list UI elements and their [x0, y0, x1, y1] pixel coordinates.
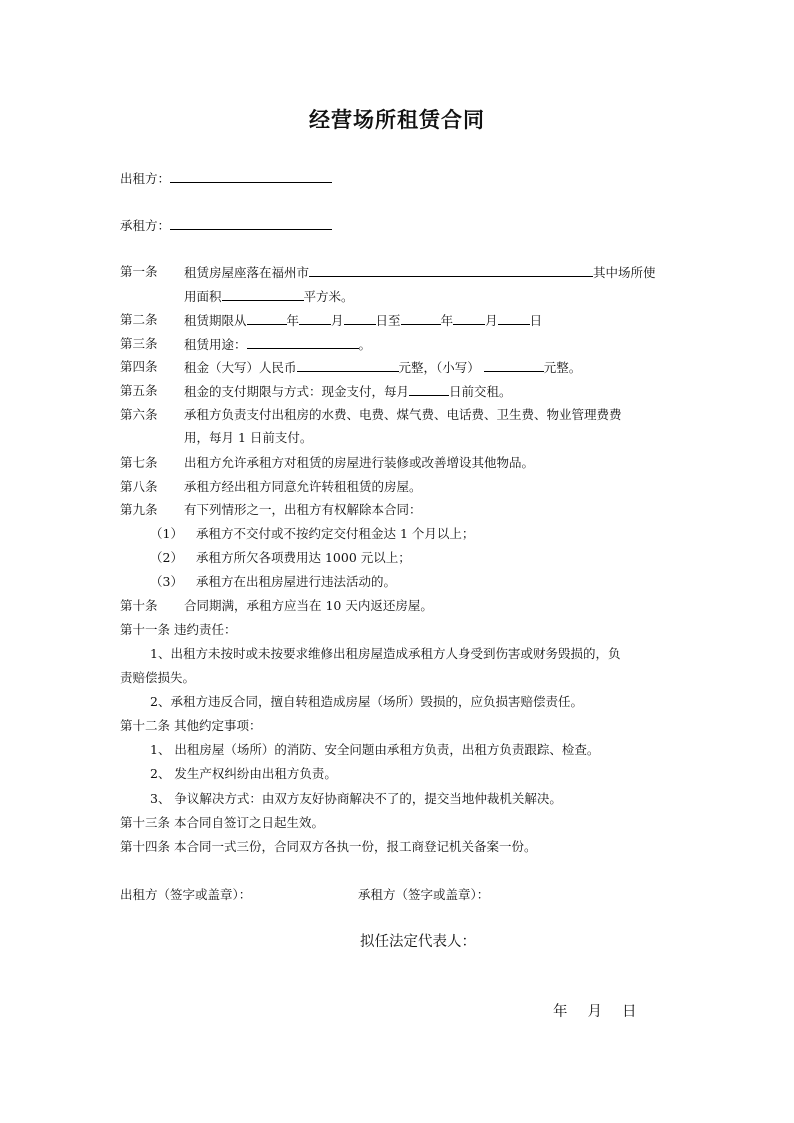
year-label: 年 — [553, 1004, 568, 1020]
date-line — [553, 1004, 637, 1022]
start-month-blank[interactable] — [299, 312, 331, 325]
article-4-text — [184, 359, 581, 375]
article-11-para-1-cont: 责赔偿损失。 — [120, 670, 196, 685]
lessor-label: 出租方： — [120, 171, 171, 186]
article-13-label: 第十三条 — [120, 815, 171, 830]
month-label: 月 — [587, 1004, 602, 1020]
lessee-line — [120, 217, 332, 233]
address-blank[interactable] — [309, 264, 593, 277]
article-6-label: 第六条 — [120, 407, 158, 422]
document-title: 经营场所租赁合同 — [309, 107, 485, 132]
rent-lower-blank[interactable] — [484, 359, 544, 372]
article-11-para-1: 1、出租方未按时或未按要求维修出租房屋造成承租方人身受到伤害或财务毁损的，负 — [150, 646, 621, 661]
lessor-line — [120, 170, 332, 186]
end-day-blank[interactable] — [498, 312, 530, 325]
article-8-label: 第八条 — [120, 479, 158, 494]
article-12-text: 其他约定事项： — [174, 718, 262, 733]
text: 租金的支付期限与方式：现金支付，每月 — [184, 384, 410, 399]
article-6-text-cont: 用，每月 1 日前支付。 — [184, 430, 313, 445]
article-9-item-num: （1） — [150, 526, 183, 541]
article-9-item: 承租方不交付或不按约定交付租金达 1 个月以上； — [196, 526, 475, 541]
article-1-label: 第一条 — [120, 264, 158, 279]
article-7-label: 第七条 — [120, 455, 158, 470]
article-11-label: 第十一条 — [120, 622, 171, 637]
text: 租金（大写）人民币 — [184, 360, 297, 375]
article-13-text: 本合同自签订之日起生效。 — [174, 815, 325, 830]
article-12-item: 1、 出租房屋（场所）的消防、安全问题由承租方负责，出租方负责跟踪、检查。 — [150, 742, 600, 757]
area-blank[interactable] — [222, 288, 304, 301]
article-7-text: 出租方允许承租方对租赁的房屋进行装修或改善增设其他物品。 — [184, 455, 535, 470]
end-year-blank[interactable] — [401, 312, 441, 325]
article-12-item: 2、 发生产权纠纷由出租方负责。 — [150, 766, 337, 781]
text: 日至 — [375, 313, 401, 328]
article-12-item: 3、 争议解决方式：由双方友好协商解决不了的，提交当地仲裁机关解决。 — [150, 791, 562, 806]
article-12-label: 第十二条 — [120, 718, 171, 733]
text: 租赁期限从 — [184, 313, 247, 328]
article-3-label: 第三条 — [120, 336, 158, 351]
article-14-text: 本合同一式三份，合同双方各执一份，报工商登记机关备案一份。 — [174, 839, 537, 854]
legal-rep-label: 拟任法定代表人： — [360, 934, 476, 950]
article-8-text: 承租方经出租方同意允许转租租赁的房屋。 — [184, 479, 422, 494]
text: 元整，（小写） — [398, 360, 480, 375]
article-9-item-num: （2） — [150, 550, 183, 565]
lessee-signature-label: 承租方（签字或盖章）： — [358, 887, 490, 902]
text: 日前交租。 — [449, 384, 512, 399]
text: 用面积 — [184, 289, 222, 304]
lessee-blank[interactable] — [170, 217, 332, 230]
end-month-blank[interactable] — [453, 312, 485, 325]
pay-day-blank[interactable] — [409, 383, 449, 396]
day-label: 日 — [622, 1004, 637, 1020]
article-9-item: 承租方所欠各项费用达 1000 元以上； — [196, 550, 411, 565]
text: 租赁房屋座落在福州市 — [184, 265, 310, 280]
text: 其中场所使 — [593, 265, 656, 280]
text: 日 — [529, 313, 543, 328]
text: 平方米。 — [303, 289, 354, 304]
article-10-text: 合同期满，承租方应当在 10 天内返还房屋。 — [184, 598, 433, 613]
text: 月 — [485, 313, 498, 328]
article-5-text — [184, 383, 512, 399]
start-year-blank[interactable] — [247, 312, 287, 325]
lessor-blank[interactable] — [170, 170, 332, 183]
article-1-text — [184, 264, 656, 280]
text: 年 — [286, 313, 300, 328]
article-3-text — [184, 336, 371, 352]
text: 租赁用途： — [184, 337, 247, 352]
article-1-text-cont — [184, 288, 354, 304]
article-9-item-num: （3） — [150, 574, 183, 589]
purpose-blank[interactable] — [247, 336, 359, 349]
lessor-signature-label: 出租方（签字或盖章）： — [120, 887, 252, 902]
text: 。 — [358, 337, 372, 352]
article-14-label: 第十四条 — [120, 839, 171, 854]
text: 月 — [331, 313, 344, 328]
article-2-label: 第二条 — [120, 312, 158, 327]
article-11-para-2: 2、承租方违反合同，擅自转租造成房屋（场所）毁损的，应负损害赔偿责任。 — [150, 694, 583, 709]
article-10-label: 第十条 — [120, 598, 158, 613]
article-9-item: 承租方在出租房屋进行违法活动的。 — [196, 574, 397, 589]
start-day-blank[interactable] — [344, 312, 376, 325]
article-11-text: 违约责任： — [174, 622, 237, 637]
article-2-text — [184, 312, 542, 328]
article-9-text: 有下列情形之一，出租方有权解除本合同： — [184, 502, 422, 517]
article-9-label: 第九条 — [120, 502, 158, 517]
article-6-text: 承租方负责支付出租房的水费、电费、煤气费、电话费、卫生费、物业管理费费 — [184, 407, 622, 422]
article-5-label: 第五条 — [120, 383, 158, 398]
rent-upper-blank[interactable] — [297, 359, 399, 372]
text: 年 — [440, 313, 454, 328]
article-4-label: 第四条 — [120, 359, 158, 374]
text: 元整。 — [543, 360, 582, 375]
lessee-label: 承租方： — [120, 218, 171, 233]
